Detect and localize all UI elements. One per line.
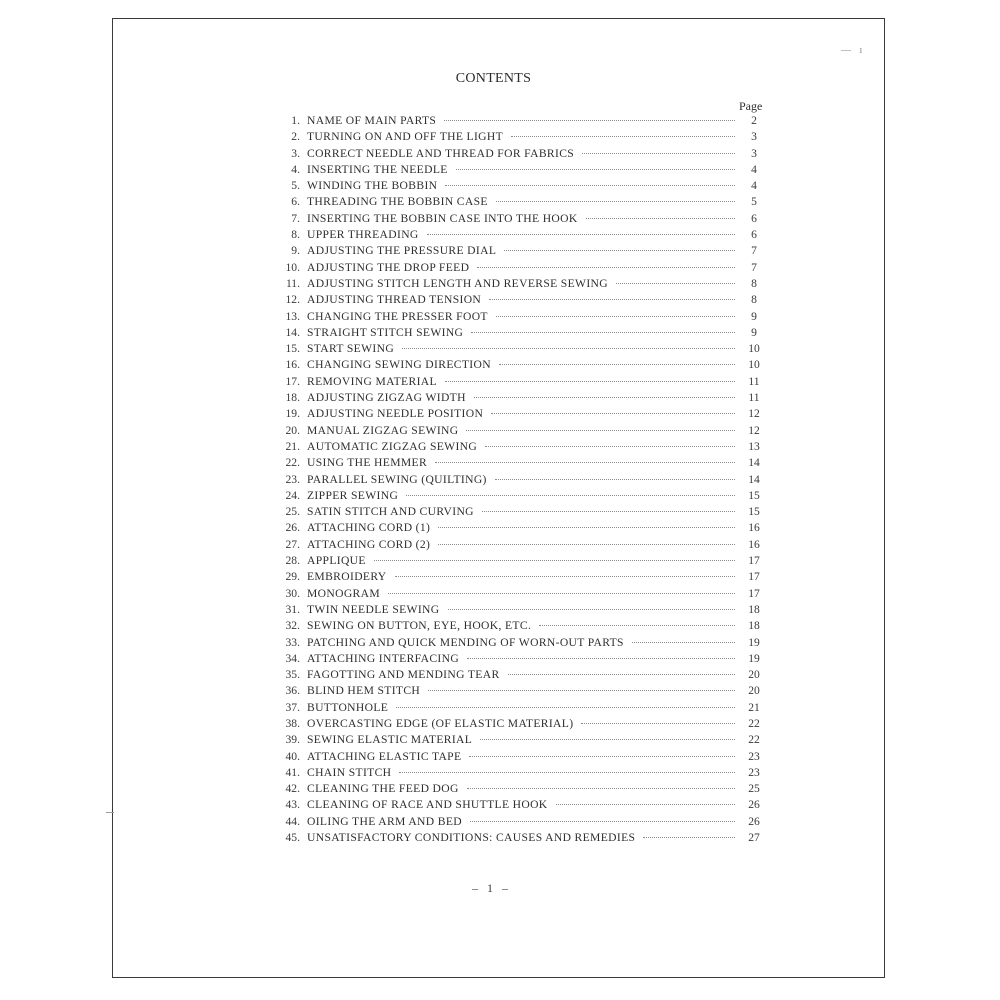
toc-entry-page: 23 (748, 765, 760, 779)
toc-entry-page: 4 (751, 162, 757, 176)
toc-entry-number: 18. (285, 391, 300, 405)
toc-entry-page: 16 (748, 537, 760, 551)
dot-leader (448, 609, 735, 610)
toc-entry-title: USING THE HEMMER (307, 456, 428, 470)
toc-entry-number: 38. (285, 716, 300, 730)
toc-entry-page: 7 (751, 244, 757, 258)
toc-entry (273, 781, 765, 797)
toc-entry-number: 25. (285, 505, 300, 519)
toc-entry (273, 716, 765, 732)
toc-entry-number: 33. (285, 635, 300, 649)
toc-entry-page: 25 (748, 782, 760, 796)
dot-leader (504, 250, 735, 251)
toc-entry (273, 276, 765, 292)
toc-entry (273, 325, 765, 341)
toc-entry-page: 17 (748, 554, 760, 568)
toc-entry-number: 11. (285, 276, 300, 290)
toc-entry-number: 20. (285, 423, 300, 437)
toc-entry-number: 23. (285, 472, 300, 486)
toc-entry-number: 12. (285, 293, 300, 307)
toc-entry-number: 37. (285, 700, 300, 714)
dot-leader (508, 674, 735, 675)
dot-leader (438, 527, 735, 528)
toc-entry-title: OVERCASTING EDGE (OF ELASTIC MATERIAL) (307, 716, 574, 730)
toc-entry (273, 211, 765, 227)
toc-entry-title: CHAIN STITCH (307, 765, 392, 779)
toc-entry-page: 11 (748, 374, 760, 388)
toc-entry-number: 1. (291, 114, 300, 127)
toc-entry-title: MONOGRAM (307, 586, 381, 600)
toc-entry-number: 5. (291, 179, 300, 193)
toc-entry-page: 18 (748, 602, 760, 616)
toc-entry-number: 42. (285, 782, 300, 796)
dot-leader (480, 739, 735, 740)
dot-leader (395, 576, 735, 577)
toc-entry-page: 13 (748, 439, 760, 453)
toc-entry-page: 12 (748, 423, 760, 437)
toc-entry-page: 8 (751, 276, 757, 290)
toc-entry-number: 15. (285, 342, 300, 356)
toc-entry-title: STRAIGHT STITCH SEWING (307, 325, 464, 339)
dot-leader (471, 332, 735, 333)
dot-leader (402, 348, 735, 349)
dot-leader (482, 511, 735, 512)
toc-entry-title: AUTOMATIC ZIGZAG SEWING (307, 439, 478, 453)
toc-entry-number: 13. (285, 309, 300, 323)
toc-entry-title: ATTACHING CORD (1) (307, 521, 431, 535)
toc-entry-title: EMBROIDERY (307, 570, 387, 584)
toc-entry-page: 12 (748, 407, 760, 421)
toc-entry-number: 36. (285, 684, 300, 698)
dot-leader (581, 723, 735, 724)
toc-entry-title: BLIND HEM STITCH (307, 684, 421, 698)
toc-entry-title: BUTTONHOLE (307, 700, 389, 714)
toc-entry-title: CHANGING SEWING DIRECTION (307, 358, 491, 372)
toc-entry-page: 14 (748, 456, 760, 470)
toc-entry (273, 553, 765, 569)
toc-entry-number: 14. (285, 325, 300, 339)
toc-entry (273, 406, 765, 422)
dot-leader (495, 479, 735, 480)
toc-entry (273, 423, 765, 439)
toc-entry (273, 667, 765, 683)
toc-entry (273, 830, 765, 846)
toc-entry-page: 20 (748, 684, 760, 698)
dot-leader (477, 267, 735, 268)
toc-entry-number: 9. (291, 244, 300, 258)
toc-entry-title: ADJUSTING THREAD TENSION (307, 293, 482, 307)
dot-leader (399, 772, 735, 773)
dot-leader (489, 299, 735, 300)
page-column-label: Page (739, 99, 763, 113)
toc-entry-page: 23 (748, 749, 760, 763)
toc-entry-page: 10 (748, 358, 760, 372)
dot-leader (511, 136, 735, 137)
toc-entry-number: 10. (285, 260, 300, 274)
toc-entry-title: ZIPPER SEWING (307, 488, 399, 502)
toc-entry-title: CLEANING OF RACE AND SHUTTLE HOOK (307, 798, 548, 812)
dot-leader (388, 593, 735, 594)
toc-entry-number: 17. (285, 374, 300, 388)
toc-entry-page: 8 (751, 293, 757, 307)
dot-leader (496, 316, 735, 317)
dot-leader (466, 430, 735, 431)
toc-entry-page: 21 (748, 700, 760, 714)
toc-entry-number: 29. (285, 570, 300, 584)
toc-entry (273, 651, 765, 667)
dot-leader (499, 364, 735, 365)
toc-entry-page: 9 (751, 325, 757, 339)
toc-entry-title: ADJUSTING STITCH LENGTH AND REVERSE SEWING (307, 276, 608, 290)
toc-entry-title: CORRECT NEEDLE AND THREAD FOR FABRICS (307, 146, 575, 160)
toc-entry-title: CLEANING THE FEED DOG (307, 782, 459, 796)
toc-entry-page: 15 (748, 488, 760, 502)
toc-entry-page: 10 (748, 342, 760, 356)
toc-entry-number: 43. (285, 798, 300, 812)
toc-entry-title: PARALLEL SEWING (QUILTING) (307, 472, 487, 486)
toc-entry-page: 7 (751, 260, 757, 274)
toc-entry-title: ATTACHING ELASTIC TAPE (307, 749, 462, 763)
toc-entry-number: 21. (285, 439, 300, 453)
toc-entry (273, 292, 765, 308)
toc-entry-page: 22 (748, 733, 760, 747)
toc-entry (273, 341, 765, 357)
corner-mark: — ı (841, 45, 866, 56)
dot-leader (467, 658, 735, 659)
toc-entry-page: 16 (748, 521, 760, 535)
toc-entry-title: SEWING ON BUTTON, EYE, HOOK, ETC. (307, 619, 532, 633)
toc-entry-title: SATIN STITCH AND CURVING (307, 505, 474, 519)
dot-leader (435, 462, 735, 463)
margin-tick (106, 812, 114, 813)
toc-entry-number: 3. (291, 146, 300, 160)
toc-entry-title: WINDING THE BOBBIN (307, 179, 438, 193)
toc-entry-page: 3 (751, 130, 757, 144)
toc-entry-page: 26 (748, 798, 760, 812)
toc-entry-title: APPLIQUE (307, 554, 366, 568)
toc-entry (273, 569, 765, 585)
toc-entry (273, 814, 765, 830)
toc-entry-page: 17 (748, 586, 760, 600)
dot-leader (496, 201, 735, 202)
dot-leader (474, 397, 735, 398)
toc-entry-page: 4 (751, 179, 757, 193)
dot-leader (485, 446, 735, 447)
dot-leader (556, 804, 735, 805)
toc-entry (273, 797, 765, 813)
toc-entry-number: 35. (285, 668, 300, 682)
toc-entry-title: ADJUSTING NEEDLE POSITION (307, 407, 484, 421)
toc-entry-number: 30. (285, 586, 300, 600)
toc-entry (273, 618, 765, 634)
toc-entry (273, 243, 765, 259)
dot-leader (438, 544, 735, 545)
toc-entry-number: 40. (285, 749, 300, 763)
toc-entry-number: 24. (285, 488, 300, 502)
toc-entry-title: MANUAL ZIGZAG SEWING (307, 423, 459, 437)
toc-entry (273, 194, 765, 210)
toc-entry (273, 113, 765, 129)
toc-entry (273, 537, 765, 553)
toc-entry (273, 455, 765, 471)
toc-entry-number: 27. (285, 537, 300, 551)
toc-entry-number: 45. (285, 831, 300, 845)
toc-entry-page: 2 (751, 114, 757, 127)
toc-entry-number: 41. (285, 765, 300, 779)
toc-entry-title: ATTACHING CORD (2) (307, 537, 431, 551)
toc-entry-page: 22 (748, 716, 760, 730)
dot-leader (374, 560, 735, 561)
dot-leader (456, 169, 735, 170)
dot-leader (469, 756, 735, 757)
toc-entry-page: 14 (748, 472, 760, 486)
toc-entry (273, 586, 765, 602)
toc-entry-title: TURNING ON AND OFF THE LIGHT (307, 130, 504, 144)
toc-entry-number: 31. (285, 602, 300, 616)
toc-entry-page: 5 (751, 195, 757, 209)
dot-leader (470, 821, 735, 822)
toc-entry (273, 146, 765, 162)
toc-entry-title: INSERTING THE BOBBIN CASE INTO THE HOOK (307, 211, 578, 225)
dot-leader (427, 234, 735, 235)
document-page (112, 18, 885, 978)
toc-entry-number: 8. (291, 228, 300, 242)
toc-entry-title: UPPER THREADING (307, 228, 419, 242)
toc-entry-title: FAGOTTING AND MENDING TEAR (307, 668, 500, 682)
toc-entry (273, 260, 765, 276)
toc-entry-title: INSERTING THE NEEDLE (307, 162, 448, 176)
toc-entry (273, 309, 765, 325)
toc-entry-number: 26. (285, 521, 300, 535)
toc-entry (273, 700, 765, 716)
dot-leader (616, 283, 735, 284)
toc-entry (273, 683, 765, 699)
toc-entry (273, 602, 765, 618)
toc-entry (273, 472, 765, 488)
toc-entry-number: 28. (285, 554, 300, 568)
toc-entry-page: 9 (751, 309, 757, 323)
page-number: – 1 – (472, 881, 511, 895)
toc-entry-title: ADJUSTING ZIGZAG WIDTH (307, 391, 466, 405)
toc-entry-number: 6. (291, 195, 300, 209)
table-of-contents (273, 113, 765, 846)
toc-entry-page: 3 (751, 146, 757, 160)
toc-entry-title: PATCHING AND QUICK MENDING OF WORN-OUT PARTS (307, 635, 624, 649)
toc-entry (273, 129, 765, 145)
toc-entry-title: TWIN NEEDLE SEWING (307, 602, 440, 616)
toc-entry (273, 520, 765, 536)
dot-leader (491, 413, 735, 414)
toc-entry-page: 18 (748, 619, 760, 633)
dot-leader (445, 381, 735, 382)
toc-entry-title: THREADING THE BOBBIN CASE (307, 195, 488, 209)
dot-leader (467, 788, 735, 789)
dot-leader (396, 707, 735, 708)
toc-entry-page: 19 (748, 635, 760, 649)
toc-entry-number: 19. (285, 407, 300, 421)
toc-entry-title: OILING THE ARM AND BED (307, 814, 462, 828)
toc-entry-title: ADJUSTING THE PRESSURE DIAL (307, 244, 497, 258)
dot-leader (539, 625, 735, 626)
toc-entry-page: 27 (748, 831, 760, 845)
toc-entry-number: 7. (291, 211, 300, 225)
toc-entry-number: 34. (285, 651, 300, 665)
toc-entry-number: 22. (285, 456, 300, 470)
toc-entry-title: REMOVING MATERIAL (307, 374, 437, 388)
toc-entry-number: 39. (285, 733, 300, 747)
toc-entry-page: 11 (748, 391, 760, 405)
toc-entry (273, 488, 765, 504)
toc-entry-page: 20 (748, 668, 760, 682)
toc-entry-page: 6 (751, 228, 757, 242)
toc-entry-title: NAME OF MAIN PARTS (307, 114, 437, 127)
toc-entry-title: START SEWING (307, 342, 395, 356)
toc-entry (273, 749, 765, 765)
toc-entry (273, 227, 765, 243)
dot-leader (445, 185, 735, 186)
toc-entry-title: UNSATISFACTORY CONDITIONS: CAUSES AND REMEDIES (307, 831, 636, 845)
dot-leader (582, 153, 735, 154)
toc-entry-page: 19 (748, 651, 760, 665)
toc-entry (273, 635, 765, 651)
toc-entry-title: ATTACHING INTERFACING (307, 651, 460, 665)
toc-entry (273, 390, 765, 406)
toc-entry-number: 44. (285, 814, 300, 828)
toc-entry-page: 6 (751, 211, 757, 225)
toc-entry-number: 2. (291, 130, 300, 144)
toc-entry-number: 4. (291, 162, 300, 176)
toc-entry-page: 26 (748, 814, 760, 828)
toc-entry-page: 15 (748, 505, 760, 519)
toc-entry-title: CHANGING THE PRESSER FOOT (307, 309, 488, 323)
toc-entry (273, 357, 765, 373)
page-title: CONTENTS (455, 71, 532, 86)
dot-leader (406, 495, 735, 496)
toc-entry (273, 162, 765, 178)
dot-leader (586, 218, 735, 219)
toc-entry-number: 16. (285, 358, 300, 372)
dot-leader (632, 642, 735, 643)
dot-leader (428, 690, 735, 691)
toc-entry-number: 32. (285, 619, 300, 633)
toc-entry (273, 504, 765, 520)
toc-entry (273, 374, 765, 390)
dot-leader (643, 837, 735, 838)
toc-entry (273, 765, 765, 781)
dot-leader (444, 120, 735, 121)
toc-entry (273, 732, 765, 748)
toc-entry-title: SEWING ELASTIC MATERIAL (307, 733, 473, 747)
toc-entry (273, 439, 765, 455)
toc-entry-title: ADJUSTING THE DROP FEED (307, 260, 470, 274)
toc-entry-page: 17 (748, 570, 760, 584)
toc-entry (273, 178, 765, 194)
